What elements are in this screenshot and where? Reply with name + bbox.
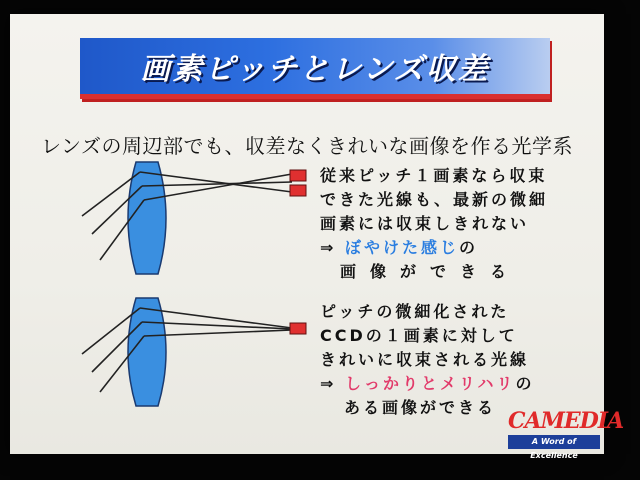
desc-line: できた光線も、最新の微細	[320, 190, 549, 209]
desc-line: ある画像ができる	[344, 398, 497, 417]
arrow-symbol: ⇒	[320, 374, 337, 393]
slide-subtitle: レンズの周辺部でも、収差なくきれいな画像を作る光学系	[41, 134, 573, 158]
desc-line-tail: の	[459, 238, 479, 257]
ccd-pixel	[290, 185, 306, 196]
logo-brand: CAMEDIA	[508, 408, 624, 434]
description-conventional	[320, 164, 560, 284]
ccd-pixel	[290, 323, 306, 334]
desc-line: 画像ができる	[340, 262, 521, 281]
description-improved	[320, 300, 560, 420]
desc-line: 画素には収束しきれない	[320, 214, 530, 233]
desc-line-tail: の	[515, 374, 535, 393]
lens-diagram-improved	[70, 292, 320, 412]
desc-line: ピッチの微細化された	[320, 302, 510, 321]
lens-diagram-conventional	[70, 156, 320, 286]
highlight-sharp: しっかりとメリハリ	[344, 374, 516, 393]
highlight-blurry: ぼやけた感じ	[344, 238, 459, 257]
lens-shape	[128, 298, 166, 406]
desc-line: CCDの１画素に対して	[320, 326, 518, 345]
lens-shape	[128, 162, 166, 274]
camedia-logo	[508, 408, 624, 460]
desc-line: きれいに収束される光線	[320, 350, 530, 369]
slide-title: 画素ピッチとレンズ収差	[140, 52, 490, 87]
presentation-slide	[10, 14, 624, 460]
ccd-pixel	[290, 170, 306, 181]
desc-line-conclusion	[320, 372, 560, 396]
refracted-ray	[144, 174, 292, 200]
title-banner	[80, 38, 550, 99]
logo-tagline: A Word of Excellence	[508, 435, 600, 449]
desc-line-conclusion	[320, 236, 560, 260]
desc-line: 従来ピッチ１画素なら収束	[320, 166, 548, 185]
refracted-ray	[144, 330, 292, 336]
arrow-symbol: ⇒	[320, 238, 337, 257]
